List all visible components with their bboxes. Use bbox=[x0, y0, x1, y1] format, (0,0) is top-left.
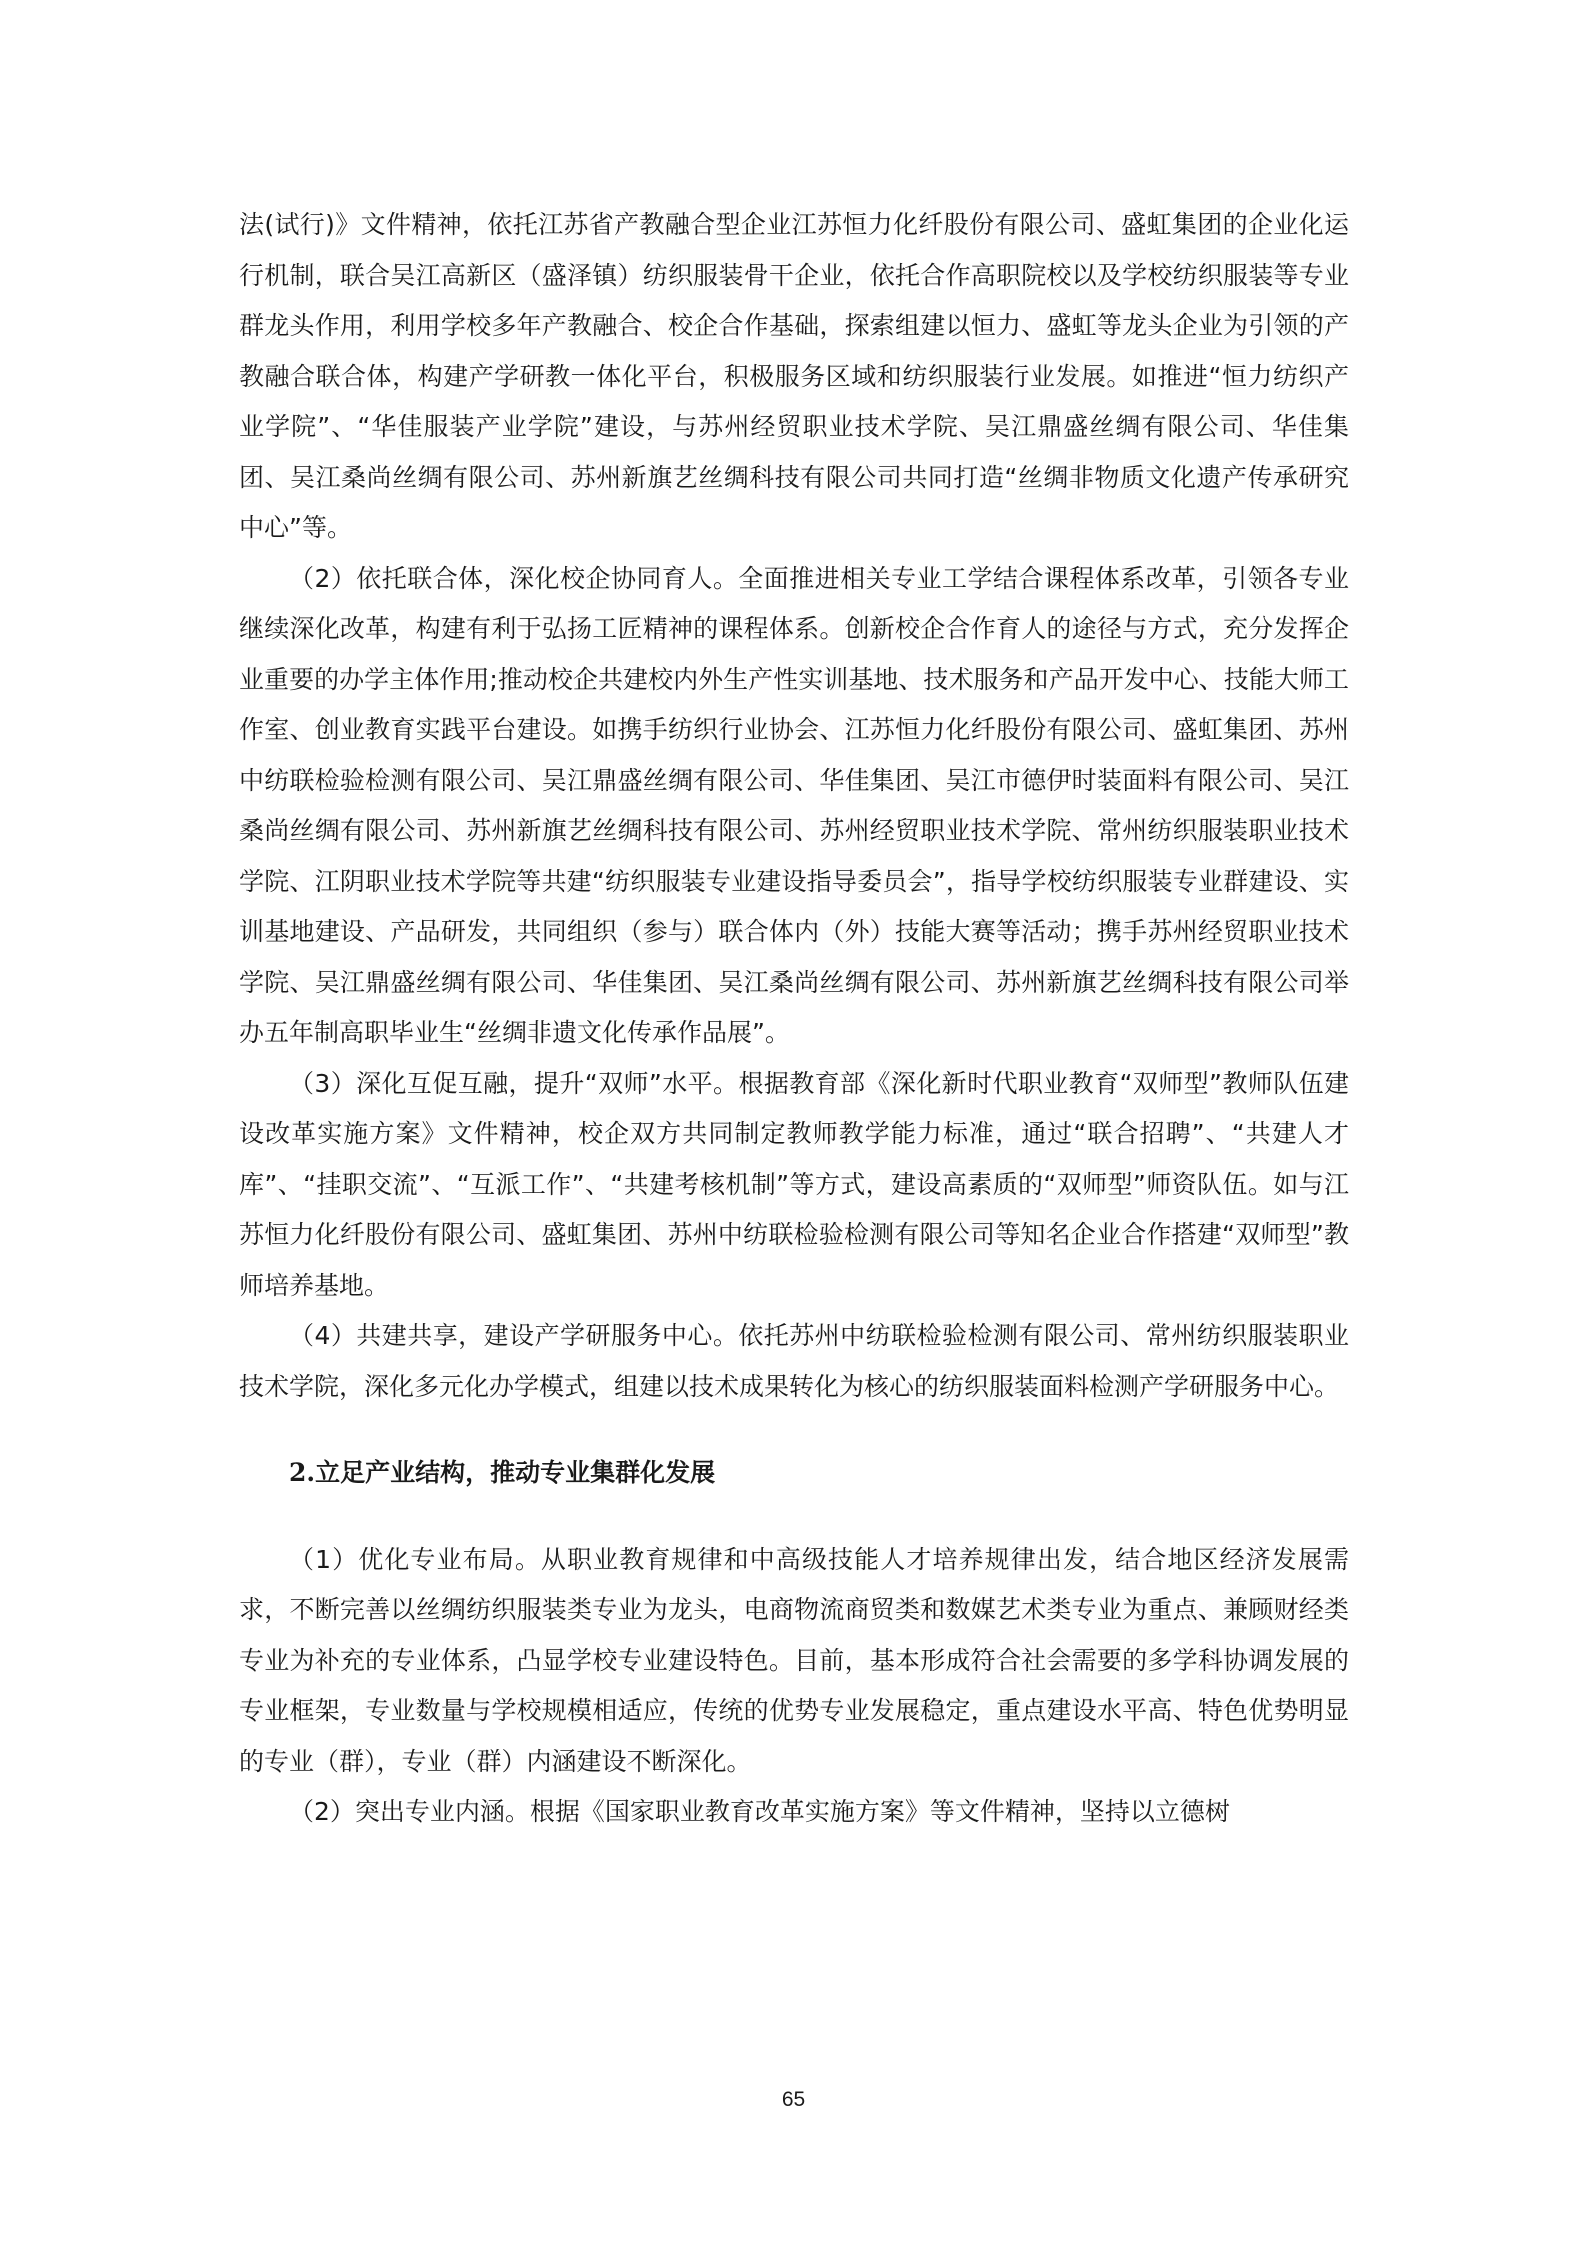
page-number: 65 bbox=[781, 2088, 806, 2111]
body-paragraph-continued: 法(试行)》文件精神，依托江苏省产教融合型企业江苏恒力化纤股份有限公司、盛虹集团的企业化运行机制，联合吴江高新区（盛泽镇）纺织服装骨干企业，依托合作高职院校以及学校纺织服装等专业群龙头作用，利用学校多年产教融合、校企合作基础，探索组建以恒力、盛虹等龙头企业为引领的产教融合联合体，构建产学研教一体化平台，积极服务区域和纺织服装行业发展。如推进“恒力纺织产业学院”、“华佳服装产业学院”建设，与苏州经贸职业技术学院、吴江鼎盛丝绸有限公司、华佳集团、吴江桑尚丝绸有限公司、苏州新旗艺丝绸科技有限公司共同打造“丝绸非物质文化遗产传承研究中心”等。 bbox=[239, 210, 1349, 542]
section-heading: 2.立足产业结构，推动专业集群化发展 bbox=[289, 1458, 716, 1487]
body-paragraph-4: （4）共建共享，建设产学研服务中心。依托苏州中纺联检验检测有限公司、常州纺织服装职业技术学院，深化多元化办学模式，组建以技术成果转化为核心的纺织服装面料检测产学研服务中心。 bbox=[239, 1321, 1349, 1401]
document-body bbox=[239, 200, 1349, 1838]
body-paragraph-5: （1）优化专业布局。从职业教育规律和中高级技能人才培养规律出发，结合地区经济发展需求，不断完善以丝绸纺织服装类专业为龙头，电商物流商贸类和数媒艺术类专业为重点、兼顾财经类专业为补充的专业体系，凸显学校专业建设特色。目前，基本形成符合社会需要的多学科协调发展的专业框架，专业数量与学校规模相适应，传统的优势专业发展稳定，重点建设水平高、特色优势明显的专业（群），专业（群）内涵建设不断深化。 bbox=[239, 1544, 1349, 1776]
body-paragraph-6: （2）突出专业内涵。根据《国家职业教育改革实施方案》等文件精神，坚持以立德树 bbox=[289, 1797, 1230, 1826]
body-paragraph-2: （2）依托联合体，深化校企协同育人。全面推进相关专业工学结合课程体系改革，引领各专业继续深化改革，构建有利于弘扬工匠精神的课程体系。创新校企合作育人的途径与方式，充分发挥企业重要的办学主体作用;推动校企共建校内外生产性实训基地、技术服务和产品开发中心、技能大师工作室、创业教育实践平台建设。如携手纺织行业协会、江苏恒力化纤股份有限公司、盛虹集团、苏州中纺联检验检测有限公司、吴江鼎盛丝绸有限公司、华佳集团、吴江市德伊时装面料有限公司、吴江桑尚丝绸有限公司、苏州新旗艺丝绸科技有限公司、苏州经贸职业技术学院、常州纺织服装职业技术学院、江阴职业技术学院等共建“纺织服装专业建设指导委员会”，指导学校纺织服装专业群建设、实训基地建设、产品研发，共同组织（参与）联合体内（外）技能大赛等活动；携手苏州经贸职业技术学院、吴江鼎盛丝绸有限公司、华佳集团、吴江桑尚丝绸有限公司、苏州新旗艺丝绸科技有限公司举办五年制高职毕业生“丝绸非遗文化传承作品展”。 bbox=[239, 563, 1349, 1047]
body-paragraph-3: （3）深化互促互融，提升“双师”水平。根据教育部《深化新时代职业教育“双师型”教师队伍建设改革实施方案》文件精神，校企双方共同制定教师教学能力标准，通过“联合招聘”、“共建人才库”、“挂职交流”、“互派工作”、“共建考核机制”等方式，建设高素质的“双师型”师资队伍。如与江苏恒力化纤股份有限公司、盛虹集团、苏州中纺联检验检测有限公司等知名企业合作搭建“双师型”教师培养基地。 bbox=[239, 1068, 1349, 1300]
